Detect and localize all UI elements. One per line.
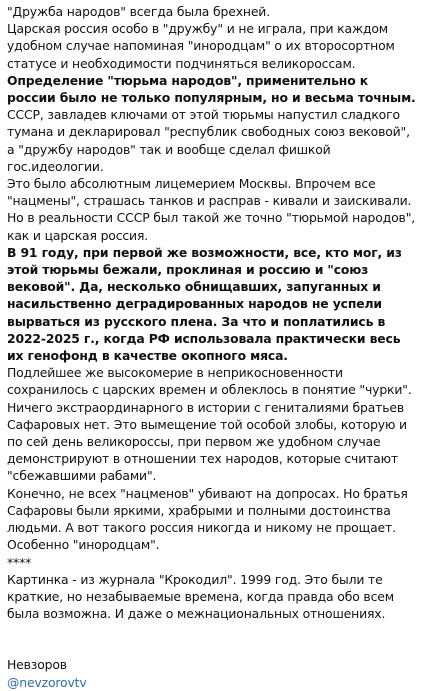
paragraph-8: Подлейшее же высокомерие в неприкосновенности сохранилось с царских времен и облеклось в понятие "чурки".	[7, 365, 412, 398]
paragraph-2: Царская россия особо в "дружбу" и не играла, при каждом удобном случае напоминая "инородцам" о их второсортном статусе и необходимости подчиняться великороссам.	[7, 21, 395, 71]
author-name: Невзоров	[7, 657, 67, 673]
channel-link[interactable]: @nevzorovtv	[7, 674, 87, 690]
paragraph-7-bold: В 91 году, при первой же возможности, все, кто мог, из этой тюрьмы бежали, проклиная и россию и "союз вековой". Да, несколько обнищавших, запуганных и насильственно деградированных народов не успели вырваться из русского плена. За что и поплатились в 2022-2025 г., когда РФ использовала практически весь их генофонд в качестве окопного мяса.	[7, 244, 402, 364]
paragraph-9: Ничего экстраординарного в истории с гениталиями братьев Сафаровых нет. Это вымещение той особой злобы, которую и по сей день великороссы, при первом же удобном случае демонстрируют в отношении тех народов, которые считают "сбежавшими рабами".	[7, 399, 407, 484]
paragraph-11: Картинка - из журнала "Крокодил". 1999 год. Это были те краткие, но незабываемые времена, когда правда обо всем была возможна. И даже о межнациональных отношениях.	[7, 571, 394, 622]
blank-line	[7, 639, 419, 656]
paragraph-1: "Дружба народов" всегда была брехней.	[7, 4, 270, 19]
blank-line	[7, 622, 419, 639]
paragraph-5: Это было абсолютным лицемерием Москвы. Впрочем все "нацмены", страшась танков и расправ - кивали и заискивали.	[7, 176, 412, 209]
paragraph-4: СССР, завладев ключами от этой тюрьмы напустил сладкого тумана и декларировал "республик свободных союз вековой", а "дружбу народов" так и вообще сделал фишкой гос.идеологии.	[7, 107, 410, 174]
paragraph-10: Конечно, не всех "нацменов" убивают на допросах. Но братья Сафаровы были яркими, храбрыми и полными достоинства людьми. А вот такого россия никогда и никому не прощает. Особенно "инородцам".	[7, 485, 408, 553]
paragraph-6: Но в реальности СССР был такой же точно "тюрьмой народов", как и царская россия.	[7, 210, 416, 243]
separator-stars: ****	[7, 554, 32, 570]
paragraph-3-bold: Определение "тюрьма народов", применительно к россии было не только популярным, но и весьма точным.	[7, 72, 416, 106]
